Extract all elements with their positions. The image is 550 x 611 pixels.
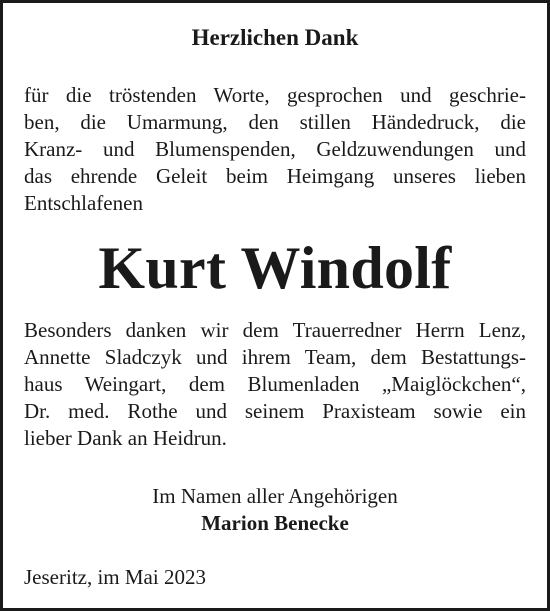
- thanks-line: haus Weingart, dem Blumenladen „Maiglöckchen“,: [24, 372, 526, 396]
- intro-line: für die tröstenden Worte, gesprochen und geschrie-: [24, 83, 526, 107]
- signature-intro: Im Namen aller Angehörigen: [152, 484, 398, 508]
- place-date: Jeseritz, im Mai 2023: [24, 565, 206, 589]
- signature-block: [3, 483, 547, 537]
- deceased-name: Kurt Windolf: [98, 235, 452, 301]
- intro-line: Entschlafenen: [24, 191, 143, 215]
- intro-line: ben, die Umarmung, den stillen Händedruck, die: [24, 110, 526, 134]
- thanks-paragraph: [24, 317, 526, 452]
- notice-heading: Herzlichen Dank: [191, 25, 359, 50]
- intro-paragraph: [24, 82, 526, 217]
- thanks-line: Annette Sladczyk und ihrem Team, dem Bestattungs-: [24, 345, 526, 369]
- intro-line: Kranz- und Blumenspenden, Geldzuwendungen und: [24, 137, 526, 161]
- thanks-line: Dr. med. Rothe und seinem Praxisteam sowie ein: [24, 399, 526, 423]
- thanks-line: Besonders danken wir dem Trauerredner Herrn Lenz,: [24, 318, 526, 342]
- signature-name: Marion Benecke: [201, 511, 349, 535]
- intro-line: das ehrende Geleit beim Heimgang unseres lieben: [24, 164, 526, 188]
- thanks-line: lieber Dank an Heidrun.: [24, 426, 227, 450]
